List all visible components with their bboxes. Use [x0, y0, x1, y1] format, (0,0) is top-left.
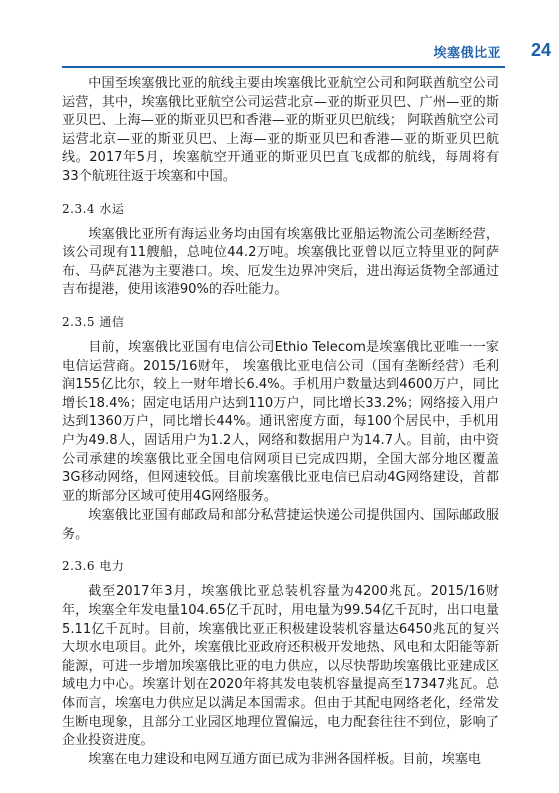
power-paragraph-continued: 埃塞在电力建设和电网互通方面已成为非洲各国样板。目前，埃塞电 — [88, 751, 481, 767]
page-number: 24 — [530, 40, 551, 60]
section-heading-water-transport: 2.3.4 水运 — [62, 201, 125, 216]
telecom-paragraph: 目前，埃塞俄比亚国有电信公司Ethio Telecom是埃塞俄比亚唯一一家电信运营商。2015/16财年， 埃塞俄比亚电信公司（国有垄断经营）毛利润155亿比尔，较上一财年增长6.4%。手机用户数量达到4600万户，同比增长18.4%；固定电话用户达到110万户，同比增长33.2%；网络接入用户达到1360万户，同比增长44%。通讯密度方面，每100个居民中，手机用户为49.8人，固话用户为1.2人，网络和数据用户为14.7人。目前，由中资公司承建的埃塞俄比亚全国电信网项目已完成四期，全国大部分地区覆盖3G移动网络，但网速较低。目前埃塞俄比亚电信已启动4G网络建设，首都亚的斯部分区域可使用4G网络服务。 — [62, 339, 499, 504]
section-heading-telecom: 2.3.5 通信 — [62, 314, 125, 329]
section-heading-power: 2.3.6 电力 — [62, 559, 125, 574]
postal-paragraph: 埃塞俄比亚国有邮政局和部分私营捷运快递公司提供国内、国际邮政服务。 — [62, 508, 499, 542]
power-paragraph: 截至2017年3月，埃塞俄比亚总装机容量为4200兆瓦。2015/16财年，埃塞全年发电量104.65亿千瓦时，用电量为99.54亿千瓦时，出口电量5.11亿千瓦时。目前，埃塞俄比亚正积极建设装机容量达6450兆瓦的复兴大坝水电项目。此外，埃塞俄比亚政府还积极开发地热、风电和太阳能等新能源，可进一步增加埃塞俄比亚的电力供应，以尽快帮助埃塞俄比亚建成区域电力中心。埃塞计划在2020年将其发电装机容量提高至17347兆瓦。总体而言，埃塞电力供应足以满足本国需求。但由于其配电网络老化，经常发生断电现象，且部分工业园区地理位置偏远，电力配套往往不到位，影响了企业投资进度。 — [62, 584, 499, 749]
header-rule — [62, 66, 505, 68]
intro-paragraph: 中国至埃塞俄比亚的航线主要由埃塞俄比亚航空公司和阿联酋航空公司运营，其中，埃塞俄比亚航空公司运营北京—亚的斯亚贝巴、广州—亚的斯亚贝巴、上海—亚的斯亚贝巴和香港—亚的斯亚贝巴航线； 阿联酋航空公司运营北京—亚的斯亚贝巴、上海—亚的斯亚贝巴和香港—亚的斯亚贝巴航线。2017年5月，埃塞航空开通亚的斯亚贝巴直飞成都的航线，每周将有33个航班往返于埃塞和中国。 — [62, 76, 499, 184]
page-header — [0, 38, 559, 78]
page-body — [62, 75, 499, 769]
running-header-title: 埃塞俄比亚 — [433, 46, 501, 61]
water-transport-paragraph: 埃塞俄比亚所有海运业务均由国有埃塞俄比亚船运物流公司垄断经营，该公司现有11艘船，总吨位44.2万吨。埃塞俄比亚曾以厄立特里亚的阿萨布、马萨瓦港为主要港口。埃、厄发生边界冲突后，进出海运货物全部通过吉布提港，使用该港90%的吞吐能力。 — [62, 226, 499, 298]
